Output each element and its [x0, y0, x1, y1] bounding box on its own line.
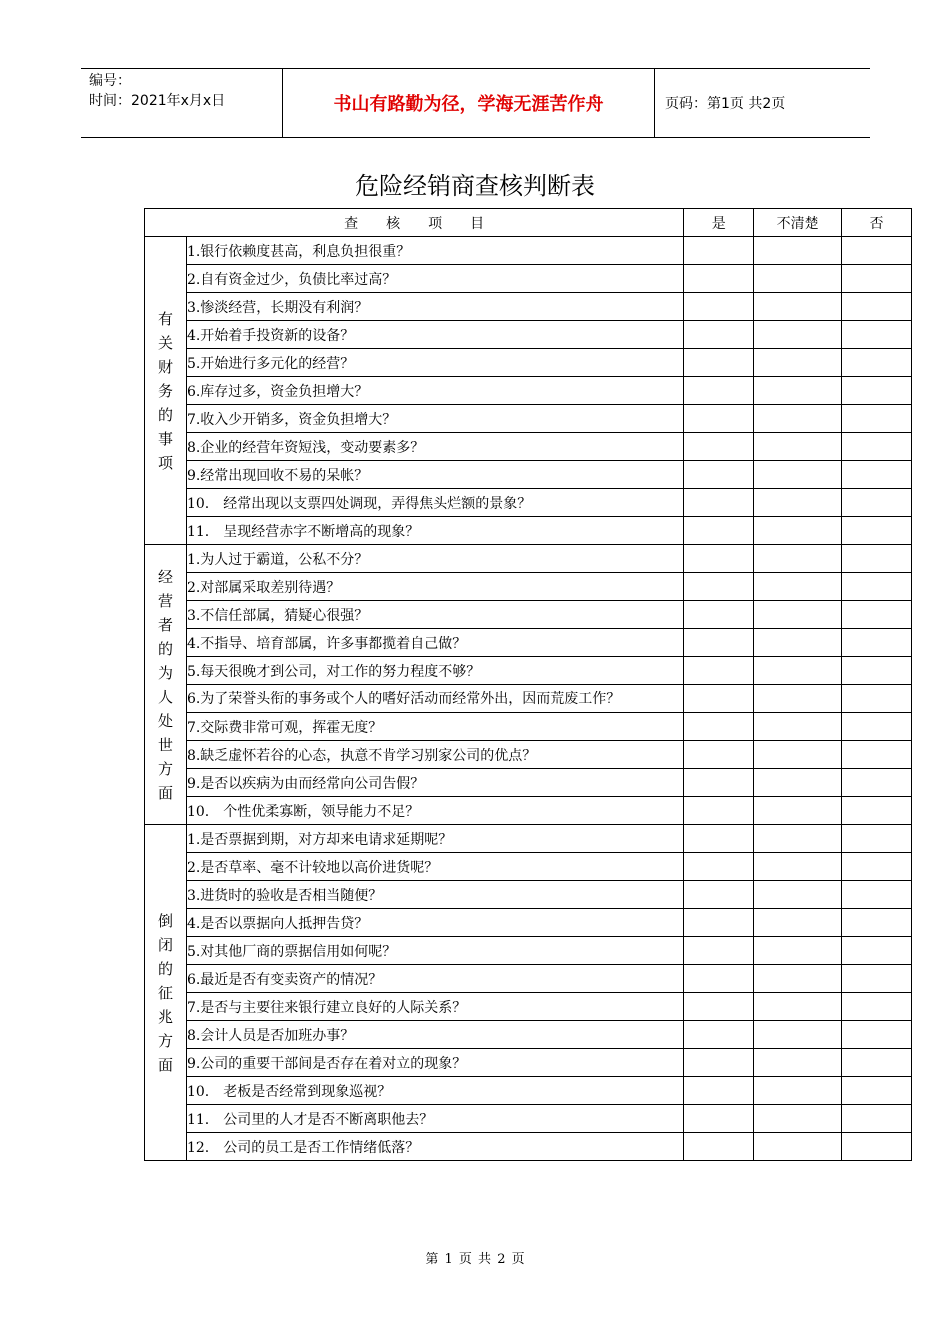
answer-cell-yes[interactable] [684, 853, 754, 881]
answer-cell-yes[interactable] [684, 377, 754, 405]
page-footer: 第 1 页 共 2 页 [425, 1252, 525, 1267]
table-row [145, 685, 912, 713]
answer-cell-yes[interactable] [684, 713, 754, 741]
answer-cell-no[interactable] [842, 741, 912, 769]
answer-cell-unclear[interactable] [754, 965, 842, 993]
header-motto: 书山有路勤为径，学海无涯苦作舟 [282, 69, 655, 137]
answer-cell-no[interactable] [842, 237, 912, 265]
check-item: 9.公司的重要干部间是否存在着对立的现象？ [186, 1049, 683, 1077]
check-item: 1.为人过于霸道，公私不分？ [186, 545, 683, 573]
answer-cell-yes[interactable] [684, 517, 754, 545]
answer-cell-yes[interactable] [684, 461, 754, 489]
answer-cell-yes[interactable] [684, 405, 754, 433]
answer-cell-no[interactable] [842, 797, 912, 825]
check-item: 5.每天很晚才到公司，对工作的努力程度不够？ [186, 657, 683, 685]
answer-cell-no[interactable] [842, 965, 912, 993]
checklist-table [144, 208, 912, 1161]
column-header-no: 否 [842, 209, 912, 237]
answer-cell-yes[interactable] [684, 797, 754, 825]
check-item: 2.是否草率、毫不计较地以高价进货呢？ [186, 853, 683, 881]
answer-cell-yes[interactable] [684, 237, 754, 265]
answer-cell-unclear[interactable] [754, 741, 842, 769]
table-row [145, 881, 912, 909]
answer-cell-no[interactable] [842, 825, 912, 853]
table-row [145, 461, 912, 489]
table-row [145, 797, 912, 825]
answer-cell-no[interactable] [842, 881, 912, 909]
table-row [145, 293, 912, 321]
answer-cell-no[interactable] [842, 1021, 912, 1049]
answer-cell-no[interactable] [842, 853, 912, 881]
answer-cell-no[interactable] [842, 713, 912, 741]
answer-cell-unclear[interactable] [754, 629, 842, 657]
answer-cell-unclear[interactable] [754, 321, 842, 349]
answer-cell-unclear[interactable] [754, 433, 842, 461]
table-row [145, 321, 912, 349]
check-item: 3.进货时的验收是否相当随便？ [186, 881, 683, 909]
answer-cell-no[interactable] [842, 293, 912, 321]
table-row [145, 1133, 912, 1161]
check-item: 5.开始进行多元化的经营？ [186, 349, 683, 377]
check-item: 10. 经常出现以支票四处调现，弄得焦头烂额的景象？ [186, 489, 683, 517]
answer-cell-unclear[interactable] [754, 1077, 842, 1105]
header-meta [81, 69, 282, 137]
table-row [145, 1021, 912, 1049]
answer-cell-unclear[interactable] [754, 881, 842, 909]
answer-cell-yes[interactable] [684, 1021, 754, 1049]
check-item: 6.库存过多，资金负担增大？ [186, 377, 683, 405]
table-row [145, 349, 912, 377]
column-header-unclear: 不清楚 [754, 209, 842, 237]
table-row [145, 741, 912, 769]
answer-cell-yes[interactable] [684, 657, 754, 685]
answer-cell-no[interactable] [842, 601, 912, 629]
section-category [145, 825, 187, 1161]
answer-cell-no[interactable] [842, 909, 912, 937]
answer-cell-yes[interactable] [684, 993, 754, 1021]
table-row [145, 657, 912, 685]
table-row [145, 377, 912, 405]
answer-cell-no[interactable] [842, 489, 912, 517]
answer-cell-yes[interactable] [684, 1133, 754, 1161]
answer-cell-yes[interactable] [684, 965, 754, 993]
check-item: 7.交际费非常可观，挥霍无度？ [186, 713, 683, 741]
table-row [145, 405, 912, 433]
check-item: 8.会计人员是否加班办事？ [186, 1021, 683, 1049]
answer-cell-no[interactable] [842, 937, 912, 965]
answer-cell-yes[interactable] [684, 685, 754, 713]
page-title: 危险经销商查核判断表 [355, 172, 595, 200]
header-page-info: 页码：第1页 共2页 [665, 96, 786, 112]
answer-cell-unclear[interactable] [754, 461, 842, 489]
answer-cell-yes[interactable] [684, 293, 754, 321]
answer-cell-unclear[interactable] [754, 573, 842, 601]
answer-cell-no[interactable] [842, 1049, 912, 1077]
check-item: 8.企业的经营年资短浅，变动要素多？ [186, 433, 683, 461]
answer-cell-no[interactable] [842, 657, 912, 685]
check-item: 4.不指导、培育部属，许多事都揽着自己做？ [186, 629, 683, 657]
answer-cell-unclear[interactable] [754, 825, 842, 853]
check-item: 2.对部属采取差别待遇？ [186, 573, 683, 601]
table-row [145, 433, 912, 461]
section-category-label: 倒闭的征兆方面 [157, 911, 173, 1074]
answer-cell-yes[interactable] [684, 433, 754, 461]
answer-cell-no[interactable] [842, 433, 912, 461]
check-item: 4.是否以票据向人抵押告贷？ [186, 909, 683, 937]
section-category-label: 有关财务的事项 [157, 309, 173, 472]
answer-cell-yes[interactable] [684, 545, 754, 573]
check-item: 2.自有资金过少，负债比率过高？ [186, 265, 683, 293]
answer-cell-unclear[interactable] [754, 293, 842, 321]
check-item: 3.惨淡经营，长期没有利润？ [186, 293, 683, 321]
check-item: 11. 呈现经营赤字不断增高的现象？ [186, 517, 683, 545]
number-label: 编号： [89, 73, 131, 89]
answer-cell-unclear[interactable] [754, 993, 842, 1021]
answer-cell-unclear[interactable] [754, 237, 842, 265]
check-item: 6.为了荣誉头衔的事务或个人的嗜好活动而经常外出，因而荒废工作？ [186, 685, 683, 713]
table-row [145, 1105, 912, 1133]
answer-cell-yes[interactable] [684, 825, 754, 853]
check-item: 12. 公司的员工是否工作情绪低落？ [186, 1133, 683, 1161]
answer-cell-no[interactable] [842, 265, 912, 293]
answer-cell-yes[interactable] [684, 1077, 754, 1105]
section-category [145, 237, 187, 545]
answer-cell-yes[interactable] [684, 265, 754, 293]
check-item: 1.是否票据到期，对方却来电请求延期呢？ [186, 825, 683, 853]
answer-cell-unclear[interactable] [754, 797, 842, 825]
answer-cell-unclear[interactable] [754, 601, 842, 629]
check-item: 10. 老板是否经常到现象巡视？ [186, 1077, 683, 1105]
time-label: 时间：2021年x月x日 [89, 93, 226, 109]
table-row [145, 1049, 912, 1077]
check-item: 10. 个性优柔寡断，领导能力不足？ [186, 797, 683, 825]
answer-cell-no[interactable] [842, 545, 912, 573]
table-row [145, 545, 912, 573]
answer-cell-no[interactable] [842, 685, 912, 713]
table-row [145, 237, 912, 265]
answer-cell-unclear[interactable] [754, 909, 842, 937]
table-row [145, 937, 912, 965]
answer-cell-yes[interactable] [684, 573, 754, 601]
answer-cell-unclear[interactable] [754, 1133, 842, 1161]
table-row [145, 265, 912, 293]
table-row [145, 1077, 912, 1105]
answer-cell-yes[interactable] [684, 909, 754, 937]
answer-cell-yes[interactable] [684, 769, 754, 797]
answer-cell-unclear[interactable] [754, 1105, 842, 1133]
section-category [145, 545, 187, 825]
section-category-label: 经营者的为人处世方面 [157, 567, 173, 802]
answer-cell-no[interactable] [842, 517, 912, 545]
answer-cell-unclear[interactable] [754, 1049, 842, 1077]
check-item: 1.银行依赖度甚高，利息负担很重？ [186, 237, 683, 265]
answer-cell-no[interactable] [842, 405, 912, 433]
answer-cell-yes[interactable] [684, 349, 754, 377]
answer-cell-unclear[interactable] [754, 769, 842, 797]
check-item: 6.最近是否有变卖资产的情况？ [186, 965, 683, 993]
check-item: 8.缺乏虚怀若谷的心态，执意不肯学习别家公司的优点？ [186, 741, 683, 769]
answer-cell-unclear[interactable] [754, 685, 842, 713]
answer-cell-unclear[interactable] [754, 517, 842, 545]
answer-cell-unclear[interactable] [754, 265, 842, 293]
answer-cell-no[interactable] [842, 1077, 912, 1105]
answer-cell-yes[interactable] [684, 937, 754, 965]
answer-cell-unclear[interactable] [754, 657, 842, 685]
answer-cell-no[interactable] [842, 461, 912, 489]
answer-cell-yes[interactable] [684, 601, 754, 629]
table-row [145, 909, 912, 937]
check-item: 3.不信任部属，猜疑心很强？ [186, 601, 683, 629]
answer-cell-yes[interactable] [684, 321, 754, 349]
table-row [145, 713, 912, 741]
answer-cell-unclear[interactable] [754, 349, 842, 377]
check-item: 7.是否与主要往来银行建立良好的人际关系？ [186, 993, 683, 1021]
answer-cell-yes[interactable] [684, 629, 754, 657]
table-row [145, 853, 912, 881]
table-header-row [145, 209, 912, 237]
answer-cell-no[interactable] [842, 321, 912, 349]
check-item: 4.开始着手投资新的设备？ [186, 321, 683, 349]
table-row [145, 489, 912, 517]
answer-cell-unclear[interactable] [754, 405, 842, 433]
answer-cell-yes[interactable] [684, 741, 754, 769]
table-row [145, 825, 912, 853]
table-row [145, 993, 912, 1021]
answer-cell-unclear[interactable] [754, 1021, 842, 1049]
answer-cell-yes[interactable] [684, 1105, 754, 1133]
table-row [145, 965, 912, 993]
column-header-item: 查 核 项 目 [145, 209, 684, 237]
answer-cell-no[interactable] [842, 993, 912, 1021]
answer-cell-unclear[interactable] [754, 937, 842, 965]
check-item: 9.是否以疾病为由而经常向公司告假？ [186, 769, 683, 797]
answer-cell-unclear[interactable] [754, 545, 842, 573]
answer-cell-unclear[interactable] [754, 853, 842, 881]
table-row [145, 601, 912, 629]
table-row [145, 769, 912, 797]
answer-cell-unclear[interactable] [754, 713, 842, 741]
answer-cell-yes[interactable] [684, 881, 754, 909]
answer-cell-no[interactable] [842, 377, 912, 405]
check-item: 9.经常出现回收不易的呆帐？ [186, 461, 683, 489]
answer-cell-no[interactable] [842, 573, 912, 601]
answer-cell-no[interactable] [842, 1105, 912, 1133]
table-row [145, 517, 912, 545]
answer-cell-yes[interactable] [684, 1049, 754, 1077]
answer-cell-no[interactable] [842, 349, 912, 377]
answer-cell-no[interactable] [842, 769, 912, 797]
check-item: 5.对其他厂商的票据信用如何呢？ [186, 937, 683, 965]
answer-cell-no[interactable] [842, 1133, 912, 1161]
column-header-yes: 是 [684, 209, 754, 237]
table-row [145, 573, 912, 601]
table-row [145, 629, 912, 657]
document-header [81, 68, 870, 138]
check-item: 11. 公司里的人才是否不断离职他去？ [186, 1105, 683, 1133]
answer-cell-yes[interactable] [684, 489, 754, 517]
answer-cell-unclear[interactable] [754, 489, 842, 517]
check-item: 7.收入少开销多，资金负担增大？ [186, 405, 683, 433]
answer-cell-no[interactable] [842, 629, 912, 657]
answer-cell-unclear[interactable] [754, 377, 842, 405]
